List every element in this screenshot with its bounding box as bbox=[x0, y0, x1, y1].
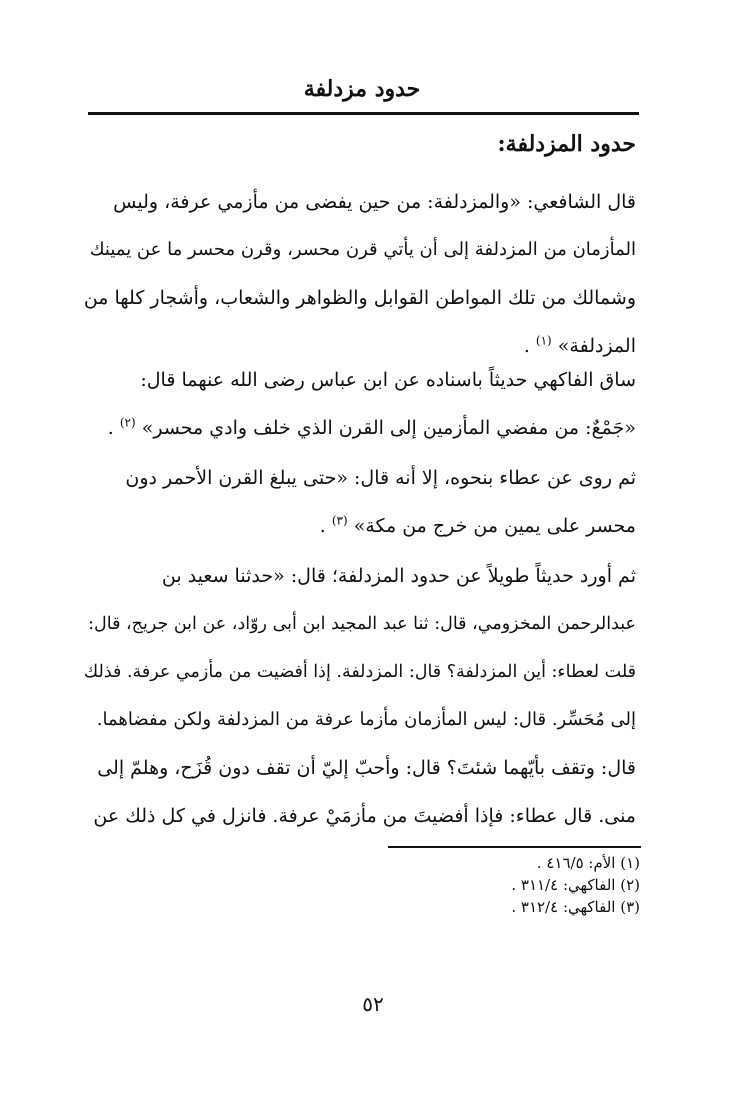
text-line: وشمالك من تلك المواطن القوابل والظواهر والشعاب، وأشجار كلها من bbox=[84, 287, 636, 309]
text-line: منى. قال عطاء: فإذا أفضيتَ من مأزمَيْ عرفة. فانزل في كل ذلك عن bbox=[93, 805, 636, 827]
text-line: عبدالرحمن المخزومي، قال: ثنا عبد المجيد ابن أبى روّاد، عن ابن جريج، قال: bbox=[88, 614, 636, 634]
footnote-ref: (١) bbox=[535, 333, 552, 348]
text-line-final bbox=[84, 502, 636, 550]
text-line: ثم روى عن عطاء بنحوه، إلا أنه قال: «حتى يبلغ القرن الأحمر دون bbox=[125, 467, 636, 489]
paragraph-shafii bbox=[84, 178, 636, 370]
text-line: ثم أورد حديثاً طويلاً عن حدود المزدلفة؛ قال: «حدثنا سعيد بن bbox=[161, 565, 636, 587]
paragraph-long-hadith bbox=[84, 552, 636, 840]
text-line: «جَمْعٌ: من مفضي المأزمين إلى القرن الذي خلف وادي محسر» bbox=[141, 417, 636, 439]
footnote-item: (٢) الفاكهي: ٣١١/٤ . bbox=[511, 876, 640, 894]
line-tail: . bbox=[523, 335, 530, 357]
footnote-ref: (٣) bbox=[331, 513, 348, 528]
footnotes bbox=[340, 852, 640, 918]
text-line: قال الشافعي: «والمزدلفة: من حين يفضى من مأزمي عرفة، وليس bbox=[113, 191, 636, 213]
line-tail: . bbox=[107, 417, 114, 439]
paragraph-fakihi bbox=[84, 356, 636, 452]
header-rule bbox=[88, 112, 639, 115]
line-tail: . bbox=[319, 515, 326, 537]
text-line: محسر على يمين من خرج من مكة» bbox=[353, 515, 636, 537]
running-head: حدود مزدلفة bbox=[303, 76, 421, 102]
text-line: ساق الفاكهي حديثاً باسناده عن ابن عباس رضى الله عنهما قال: bbox=[140, 369, 636, 391]
section-title: حدود المزدلفة: bbox=[497, 131, 636, 157]
text-line-final bbox=[84, 404, 636, 452]
page-number: ٥٢ bbox=[362, 992, 384, 1016]
text-line: إلى مُحَسِّر. قال: ليس المأزمان مأزما عرفة من المزدلفة ولكن مفضاهما. bbox=[96, 709, 636, 730]
text-line: المأزمان من المزدلفة إلى أن يأتي قرن محسر، وقرن محسر ما عن يمينك bbox=[89, 239, 636, 260]
text-line: المزدلفة» bbox=[557, 335, 636, 357]
text-line: قال: وتقف بأيّهما شئتَ؟ قال: وأحبّ إليّ أن تقف دون قُزَح، وهلمّ إلى bbox=[97, 757, 636, 779]
footnote-rule bbox=[388, 846, 641, 848]
text-line: قلت لعطاء: أين المزدلفة؟ قال: المزدلفة. إذا أفضيت من مأزمي عرفة. فذلك bbox=[84, 662, 636, 682]
footnote-item: (٣) الفاكهي: ٣١٢/٤ . bbox=[511, 898, 640, 916]
footnote-ref: (٢) bbox=[119, 415, 136, 430]
footnote-item: (١) الأم: ٤١٦/٥ . bbox=[536, 854, 640, 872]
paragraph-ata bbox=[84, 454, 636, 550]
